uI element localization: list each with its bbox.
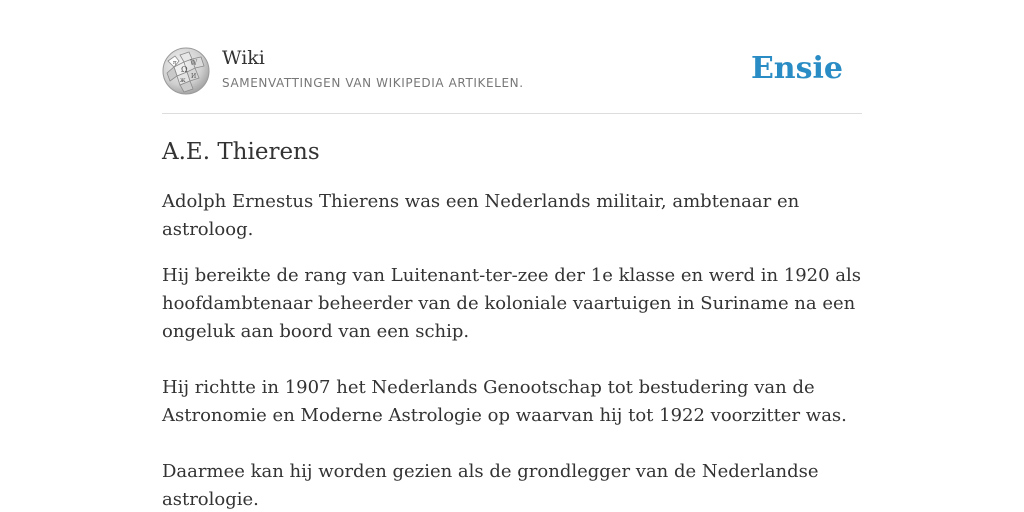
article-paragraph: Daarmee kan hij worden gezien als de grondlegger van de Nederlandse astrologie.	[162, 461, 819, 510]
article-lead: Adolph Ernestus Thierens was een Nederlands militair, ambtenaar en astroloog.	[162, 191, 800, 240]
svg-text:Ω: Ω	[181, 65, 188, 74]
article-paragraph: Hij richtte in 1907 het Nederlands Genootschap tot bestudering van de Astronomie en Moderne Astrologie op waarvan hij tot 1922 voorzitter was.	[162, 377, 847, 426]
svg-text:W: W	[190, 59, 198, 67]
main-content	[162, 44, 862, 512]
svg-text:И: И	[191, 73, 197, 80]
svg-text:ж: ж	[180, 77, 186, 84]
site-name[interactable]: Wiki	[222, 47, 265, 69]
page-title: A.E. Thierens	[162, 139, 320, 165]
site-tagline: SAMENVATTINGEN VAN WIKIPEDIA ARTIKELEN.	[222, 76, 524, 90]
article-paragraph: Hij bereikte de rang van Luitenant-ter-zee der 1e klasse en werd in 1920 als hoofdambtenaar beheerder van de koloniale vaartuigen in Suriname na een ongeluk aan boord van een schip.	[162, 265, 862, 342]
wikipedia-globe-icon[interactable]	[162, 47, 210, 95]
site-header	[162, 44, 862, 114]
brand-logo-link[interactable]: Ensie	[750, 51, 843, 86]
svg-text:ग: ग	[173, 60, 177, 67]
